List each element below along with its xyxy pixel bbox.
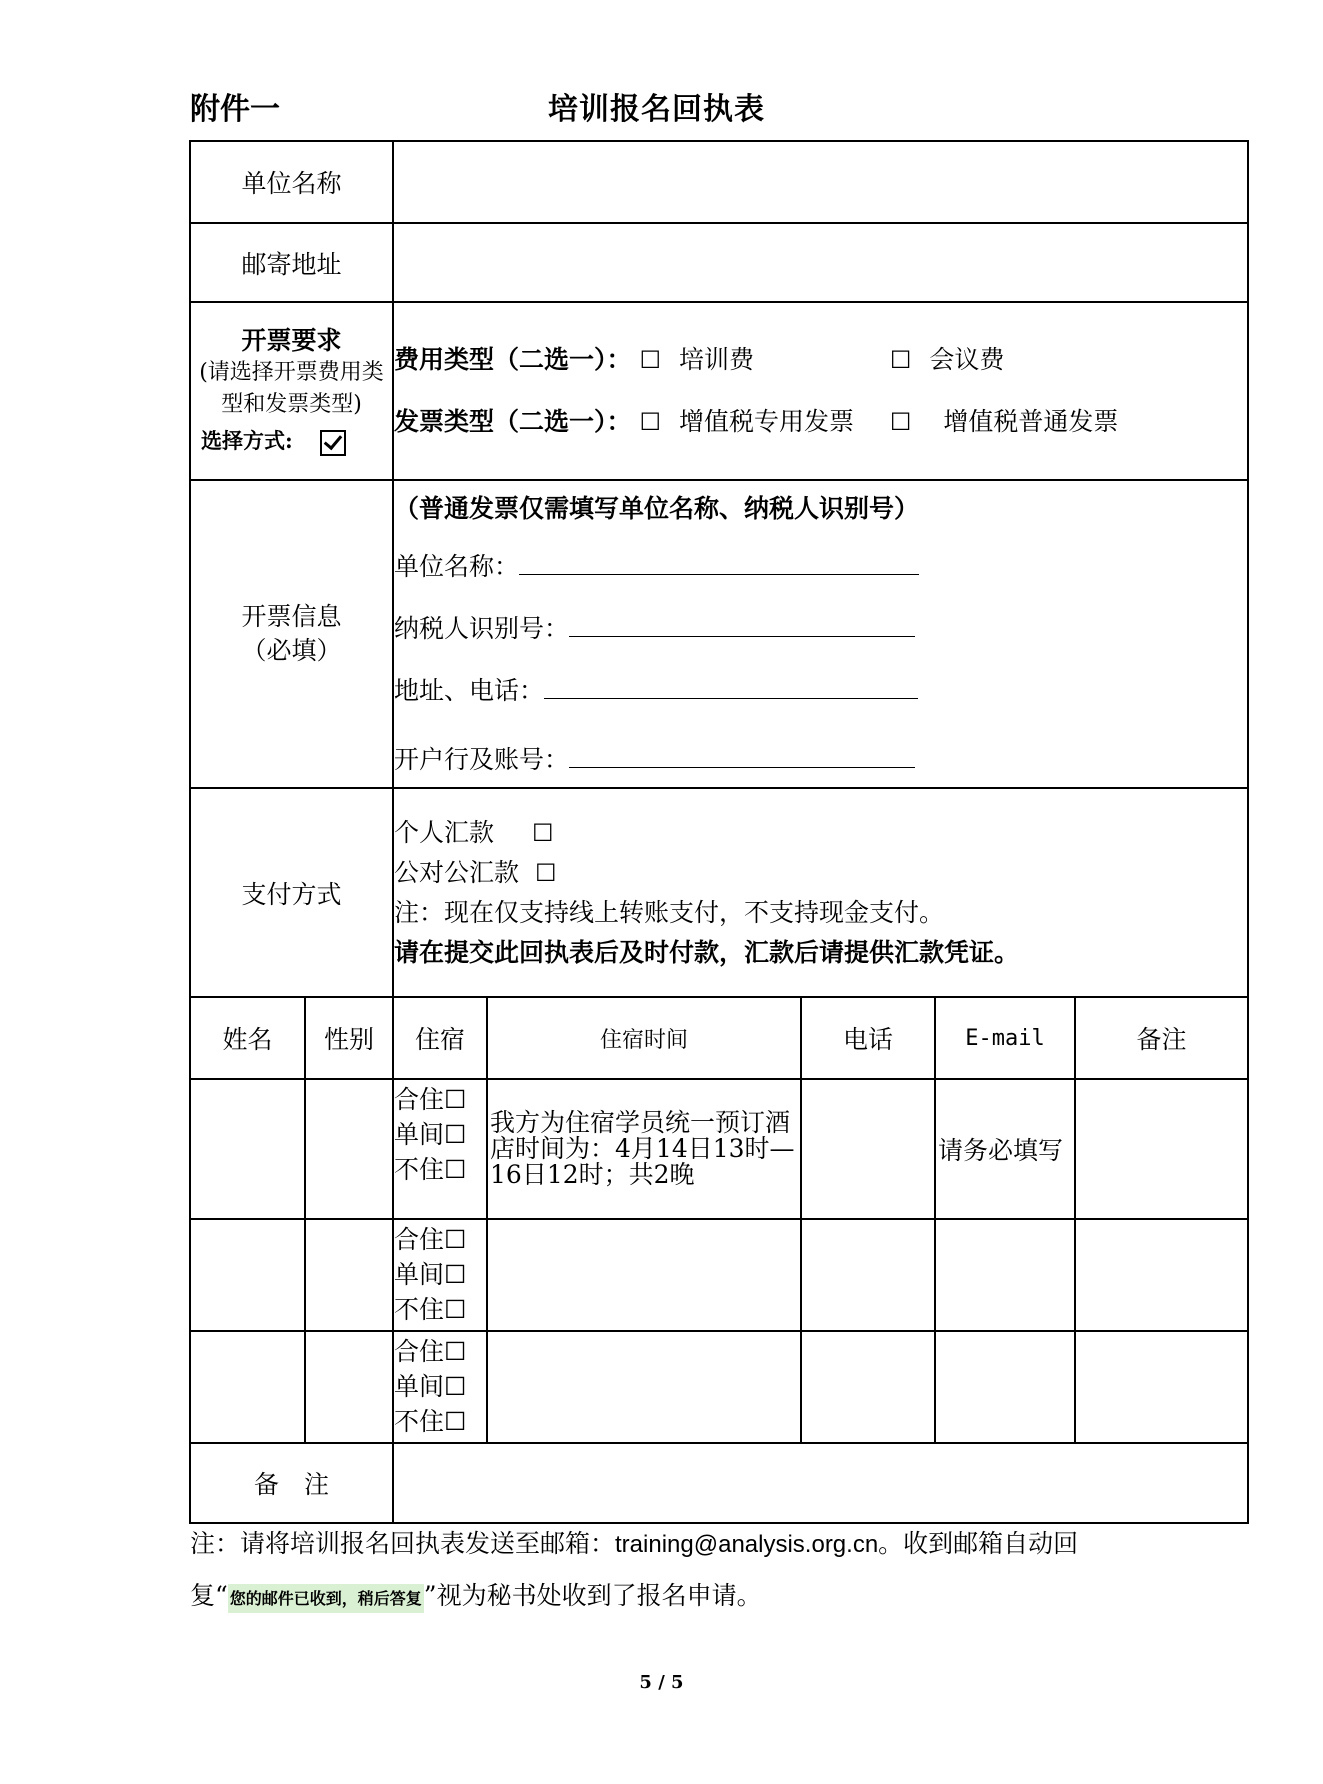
personal-remit-row — [394, 813, 1247, 853]
col-header-phone: 电话 — [801, 997, 935, 1079]
remarks-label: 备 注 — [190, 1443, 393, 1523]
invoice-info-note: （普通发票仅需填写单位名称、纳税人识别号） — [394, 494, 920, 523]
email-required-note: 请务必填写 — [935, 1079, 1075, 1219]
bottom-note-suffix: 。收到邮箱自动回 — [878, 1529, 1079, 1558]
payment-method-options — [393, 788, 1248, 997]
invoice-special-checkbox[interactable]: ☐ — [639, 408, 661, 436]
lodging-shared-option[interactable]: 合住☐ — [394, 1337, 467, 1366]
invoice-requirement-title: 开票要求 — [241, 326, 342, 355]
taxpayer-id-label: 纳税人识别号： — [394, 614, 570, 643]
bank-account-input[interactable] — [569, 745, 915, 768]
lodging-time-cell[interactable] — [487, 1219, 801, 1331]
invoice-info-fields — [393, 480, 1248, 788]
remarks-field[interactable] — [393, 1443, 1248, 1523]
invoice-info-required: （必填） — [241, 636, 342, 665]
fee-meeting-checkbox[interactable]: ☐ — [889, 346, 912, 374]
address-phone-row — [394, 661, 1247, 725]
invoice-requirement-label-cell — [190, 302, 393, 480]
unit-name-label: 单位名称 — [190, 141, 393, 223]
select-method-label: 选择方式: — [201, 428, 293, 453]
participant-name-cell[interactable] — [190, 1219, 305, 1331]
invoice-special-label: 增值税专用发票 — [678, 407, 854, 436]
fee-type-row — [394, 329, 1247, 391]
lodging-single-option[interactable]: 单间☐ — [394, 1120, 467, 1149]
lodging-single-option[interactable]: 单间☐ — [394, 1372, 467, 1401]
lodging-single-option[interactable]: 单间☐ — [394, 1260, 467, 1289]
bottom-note-prefix: 注：请将培训报名回执表发送至邮箱： — [190, 1529, 616, 1558]
payment-note: 注：现在仅支持线上转账支付，不支持现金支付。 — [394, 897, 945, 927]
bank-account-row — [394, 725, 1247, 787]
bottom-note-line1 — [190, 1524, 1078, 1560]
participant-gender-cell[interactable] — [305, 1331, 393, 1443]
invoice-unit-name-row — [394, 537, 1247, 599]
corporate-remit-row — [394, 853, 1247, 893]
col-header-email: E-mail — [935, 997, 1075, 1079]
unit-name-field[interactable] — [393, 141, 1248, 223]
lodging-options-cell — [393, 1219, 487, 1331]
corporate-remit-label: 公对公汇款 — [394, 857, 520, 887]
lodging-shared-option[interactable]: 合住☐ — [394, 1085, 467, 1114]
invoice-info-label-cell — [190, 480, 393, 788]
taxpayer-id-row — [394, 599, 1247, 661]
participant-email-cell[interactable] — [935, 1331, 1075, 1443]
participant-phone-cell[interactable] — [801, 1079, 935, 1219]
lodging-options-cell — [393, 1331, 487, 1443]
lodging-none-option[interactable]: 不住☐ — [394, 1295, 467, 1324]
payment-instruction: 请在提交此回执表后及时付款，汇款后请提供汇款凭证。 — [394, 937, 1020, 967]
bottom-note-line2-prefix: 复“ — [190, 1581, 228, 1610]
invoice-unit-name-input[interactable] — [519, 552, 919, 575]
bottom-note-line2-suffix: ”视为秘书处收到了报名申请。 — [423, 1581, 762, 1610]
participant-remarks-cell[interactable] — [1075, 1219, 1248, 1331]
invoice-info-label: 开票信息 — [241, 602, 342, 631]
participant-gender-cell[interactable] — [305, 1079, 393, 1219]
invoice-unit-name-label: 单位名称： — [394, 552, 520, 581]
participant-name-cell[interactable] — [190, 1331, 305, 1443]
lodging-options-cell — [393, 1079, 487, 1219]
col-header-remarks: 备注 — [1075, 997, 1248, 1079]
address-phone-input[interactable] — [544, 676, 918, 699]
form-title: 培训报名回执表 — [548, 92, 765, 127]
invoice-requirement-hint: (请选择开票费用类型和发票类型) — [199, 360, 384, 417]
invoice-type-row — [394, 391, 1247, 453]
invoice-type-label: 发票类型（二选一）： — [394, 407, 632, 436]
lodging-shared-option[interactable]: 合住☐ — [394, 1225, 467, 1254]
table-row — [190, 1219, 1248, 1331]
participant-email-cell[interactable] — [935, 1219, 1075, 1331]
col-header-lodging: 住宿 — [393, 997, 487, 1079]
invoice-normal-label: 增值税普通发票 — [943, 407, 1119, 436]
personal-remit-checkbox[interactable]: ☐ — [531, 818, 554, 847]
fee-meeting-label: 会议费 — [929, 345, 1005, 374]
select-method-row — [191, 425, 392, 457]
attachment-label: 附件一 — [190, 92, 280, 127]
submission-email-link[interactable]: training@analysis.org.cn — [615, 1531, 879, 1558]
invoice-normal-checkbox[interactable]: ☐ — [889, 408, 912, 436]
participant-phone-cell[interactable] — [801, 1331, 935, 1443]
participant-phone-cell[interactable] — [801, 1219, 935, 1331]
invoice-requirement-options — [393, 302, 1248, 480]
col-header-lodging-time: 住宿时间 — [487, 997, 801, 1079]
registration-form-table — [189, 140, 1249, 1524]
lodging-none-option[interactable]: 不住☐ — [394, 1407, 467, 1436]
col-header-name: 姓名 — [190, 997, 305, 1079]
mail-address-field[interactable] — [393, 223, 1248, 302]
lodging-time-note: 我方为住宿学员统一预订酒店时间为：4月14日13时—16日12时；共2晚 — [487, 1079, 801, 1219]
table-row — [190, 1331, 1248, 1443]
fee-training-label: 培训费 — [678, 345, 754, 374]
fee-type-label: 费用类型（二选一）： — [394, 345, 632, 374]
lodging-none-option[interactable]: 不住☐ — [394, 1155, 467, 1184]
lodging-time-cell[interactable] — [487, 1331, 801, 1443]
page-number: 5 / 5 — [639, 1672, 684, 1693]
bank-account-label: 开户行及账号： — [394, 745, 570, 774]
bottom-note-line2 — [190, 1576, 762, 1612]
corporate-remit-checkbox[interactable]: ☐ — [534, 858, 557, 887]
participant-remarks-cell[interactable] — [1075, 1331, 1248, 1443]
participant-remarks-cell[interactable] — [1075, 1079, 1248, 1219]
taxpayer-id-input[interactable] — [569, 614, 915, 637]
table-row — [190, 1079, 1248, 1219]
address-phone-label: 地址、电话： — [394, 676, 545, 705]
auto-reply-highlight: 您的邮件已收到，稍后答复 — [228, 1584, 424, 1613]
payment-method-label: 支付方式 — [190, 788, 393, 997]
participant-name-cell[interactable] — [190, 1079, 305, 1219]
col-header-gender: 性别 — [305, 997, 393, 1079]
fee-training-checkbox[interactable]: ☐ — [639, 346, 661, 374]
checkmark-icon — [320, 430, 346, 456]
mail-address-label: 邮寄地址 — [190, 223, 393, 302]
personal-remit-label: 个人汇款 — [394, 817, 495, 847]
participant-gender-cell[interactable] — [305, 1219, 393, 1331]
